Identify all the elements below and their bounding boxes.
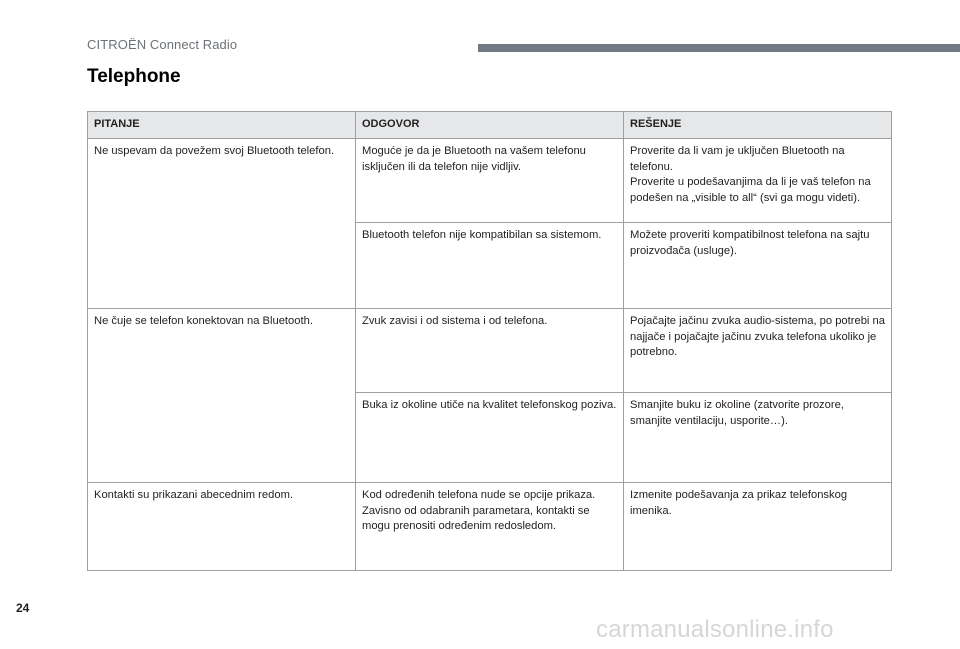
column-header-question: PITANJE [88,112,356,139]
table-row [88,393,892,483]
page-number: 24 [16,601,30,615]
table-row [88,483,892,571]
watermark: carmanualsonline.info [596,616,834,643]
solution-line: Proverite u podešavanjima da li je vaš telefon na podešen na „visible to all“ (svi ga mogu videti). [630,176,871,204]
header-bar [478,44,960,52]
question-cell [88,223,356,309]
brand-header: CITROËN Connect Radio [87,37,238,52]
table-row [88,223,892,309]
question-cell: Ne uspevam da povežem svoj Bluetooth telefon. [88,139,356,223]
table-header-row [88,112,892,139]
table-row [88,139,892,223]
question-cell [88,393,356,483]
question-cell: Ne čuje se telefon konektovan na Bluetooth. [88,309,356,393]
column-header-solution: REŠENJE [624,112,892,139]
table-row [88,309,892,393]
solution-line: Smanjite buku iz okoline (zatvorite prozore, smanjite ventilaciju, usporite…). [630,399,844,427]
solution-line: Pojačajte jačinu zvuka audio-sistema, po potrebi na najjače i pojačajte jačinu zvuka telefona ukoliko je potrebno. [630,315,885,358]
answer-cell: Moguće je da je Bluetooth na vašem telefonu isključen ili da telefon nije vidljiv. [356,139,624,223]
solution-cell [624,139,892,223]
solution-line: Izmenite podešavanja za prikaz telefonskog imenika. [630,489,848,517]
solution-cell [624,223,892,309]
question-cell: Kontakti su prikazani abecednim redom. [88,483,356,571]
answer-cell: Bluetooth telefon nije kompatibilan sa sistemom. [356,223,624,309]
faq-table [87,111,892,571]
solution-line: Proverite da li vam je uključen Bluetooth na telefonu. [630,145,845,173]
solution-cell [624,393,892,483]
column-header-answer: ODGOVOR [356,112,624,139]
answer-cell: Buka iz okoline utiče na kvalitet telefonskog poziva. [356,393,624,483]
answer-cell: Zvuk zavisi i od sistema i od telefona. [356,309,624,393]
solution-line: Možete proveriti kompatibilnost telefona na sajtu proizvođača (usluge). [630,229,870,257]
solution-cell [624,309,892,393]
solution-cell [624,483,892,571]
page-title: Telephone [87,66,181,87]
answer-cell: Kod određenih telefona nude se opcije prikaza. Zavisno od odabranih parametara, kontakti se mogu prenositi određenim redosledom. [356,483,624,571]
